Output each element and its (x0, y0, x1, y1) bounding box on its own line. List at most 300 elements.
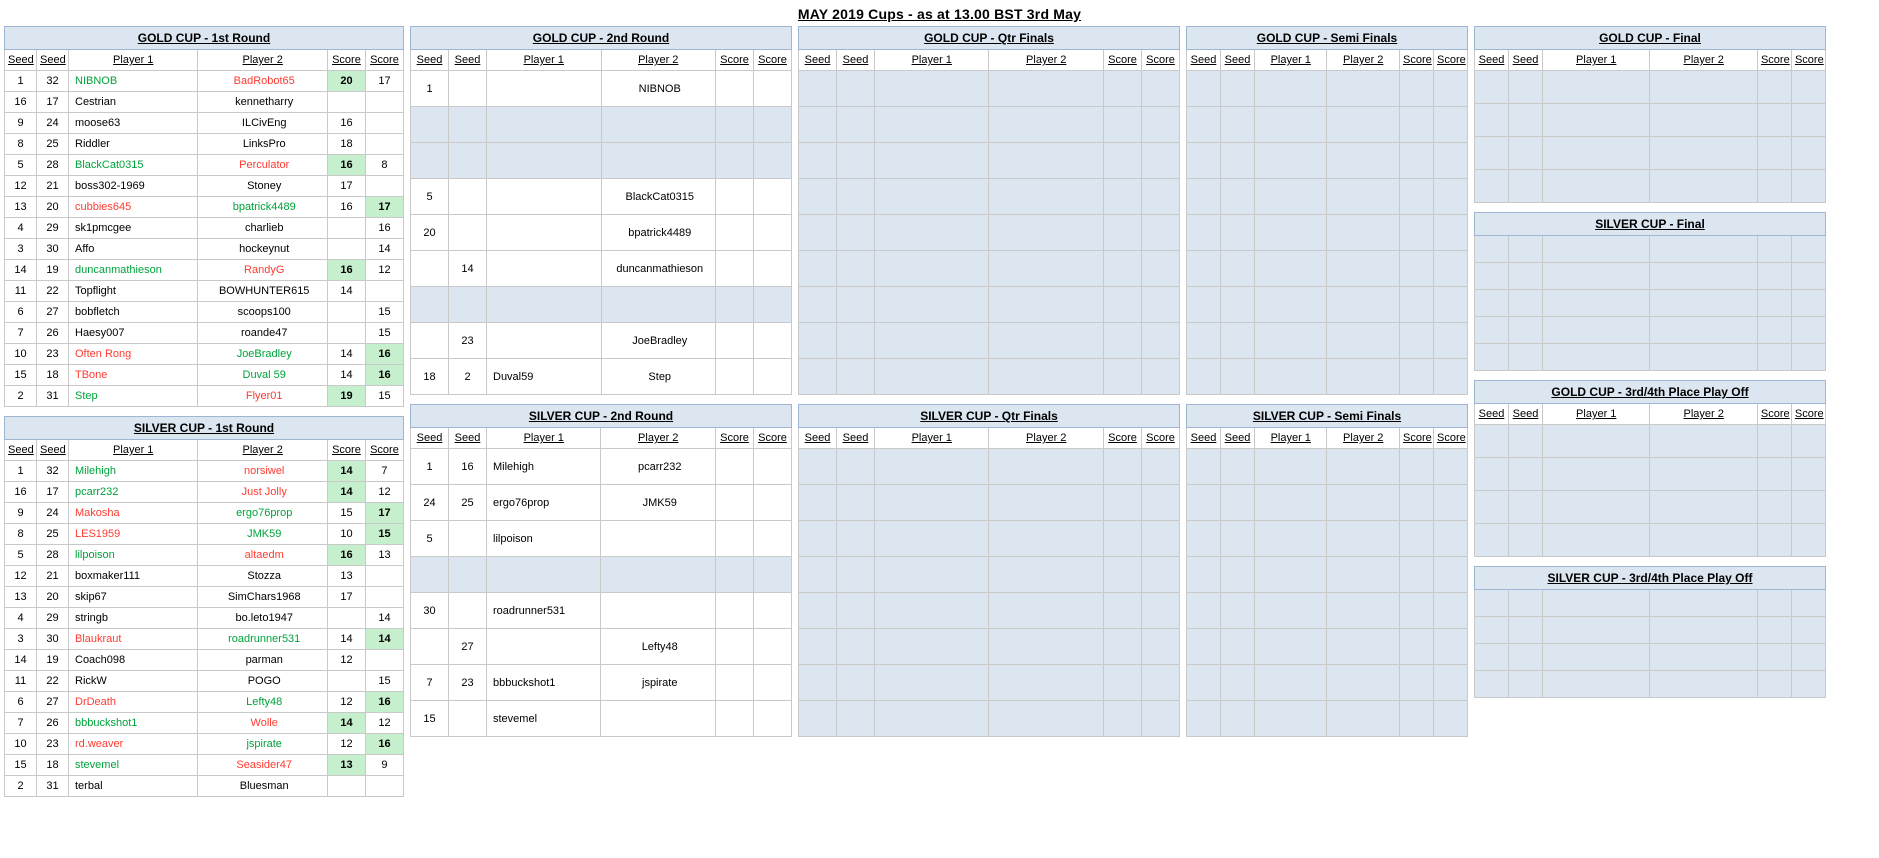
player2-cell (601, 701, 716, 737)
empty-cell (1327, 215, 1400, 251)
table-row[interactable] (1475, 590, 1826, 617)
seed-cell-1: 2 (5, 776, 37, 797)
table-row[interactable] (5, 692, 404, 713)
empty-cell (799, 215, 837, 251)
empty-cell (875, 71, 989, 107)
score1-cell (716, 143, 754, 179)
table-row[interactable] (5, 302, 404, 323)
gold-3rd-title: GOLD CUP - 3rd/4th Place Play Off (1475, 381, 1826, 404)
table-row[interactable] (5, 134, 404, 155)
table-row[interactable] (799, 629, 1180, 665)
gold-round2-body (411, 71, 792, 395)
empty-cell (1327, 323, 1400, 359)
empty-cell (837, 179, 875, 215)
gold-final-title: GOLD CUP - Final (1475, 27, 1826, 50)
empty-cell (1141, 629, 1179, 665)
header-score-2: Score (365, 440, 403, 461)
empty-cell (1187, 215, 1221, 251)
empty-cell (1399, 251, 1433, 287)
header-seed-1: Seed (1475, 404, 1509, 425)
empty-cell (1141, 179, 1179, 215)
empty-cell (1187, 557, 1221, 593)
empty-cell (1475, 617, 1509, 644)
seed-cell-2: 29 (37, 218, 69, 239)
empty-cell (1399, 593, 1433, 629)
player1-cell (487, 251, 602, 287)
player1-cell (487, 323, 602, 359)
table-row[interactable] (411, 215, 792, 251)
empty-cell (1221, 179, 1255, 215)
table-row[interactable] (1475, 344, 1826, 371)
player2-cell: Step (601, 359, 716, 395)
table-row[interactable] (411, 701, 792, 737)
table-row[interactable] (5, 176, 404, 197)
header-seed-1: Seed (1187, 50, 1221, 71)
score2-cell: 12 (365, 713, 403, 734)
seed-cell-2: 21 (37, 566, 69, 587)
header-score-2: Score (1141, 50, 1179, 71)
table-row[interactable] (1187, 251, 1468, 287)
table-row[interactable] (1475, 236, 1826, 263)
table-row[interactable] (799, 701, 1180, 737)
table-row[interactable] (799, 143, 1180, 179)
silver-qtr-body (799, 449, 1180, 737)
seed-cell-2: 32 (37, 71, 69, 92)
empty-cell (875, 143, 989, 179)
empty-cell (1141, 143, 1179, 179)
player2-cell: ILCivEng (198, 113, 327, 134)
gold-semi-body (1187, 71, 1468, 395)
empty-cell (1757, 671, 1791, 698)
score2-cell (753, 485, 791, 521)
table-row[interactable] (799, 359, 1180, 395)
empty-cell (1103, 665, 1141, 701)
empty-cell (1103, 287, 1141, 323)
header-seed-2: Seed (449, 428, 487, 449)
table-row[interactable] (5, 197, 404, 218)
table-row[interactable] (1475, 671, 1826, 698)
player1-cell: bbbuckshot1 (69, 713, 198, 734)
empty-cell (1543, 137, 1650, 170)
silver-round1-column-headers (5, 440, 404, 461)
table-row[interactable] (1187, 287, 1468, 323)
table-row[interactable] (1475, 425, 1826, 458)
table-row[interactable] (411, 71, 792, 107)
table-row[interactable] (5, 524, 404, 545)
empty-cell (1543, 290, 1650, 317)
score2-cell (365, 566, 403, 587)
empty-cell (837, 107, 875, 143)
empty-cell (1221, 629, 1255, 665)
empty-cell (1791, 458, 1825, 491)
table-row[interactable] (411, 665, 792, 701)
score1-cell (327, 239, 365, 260)
table-row[interactable] (1187, 665, 1468, 701)
table-row[interactable] (799, 665, 1180, 701)
table-row[interactable] (5, 545, 404, 566)
seed-cell-2: 14 (449, 251, 487, 287)
empty-cell (799, 287, 837, 323)
table-row[interactable] (411, 359, 792, 395)
score1-cell (716, 251, 754, 287)
player2-cell: parman (198, 650, 327, 671)
empty-cell (1791, 71, 1825, 104)
player1-cell (487, 215, 602, 251)
table-row[interactable] (5, 629, 404, 650)
empty-cell (799, 359, 837, 395)
seed-cell-2: 19 (37, 650, 69, 671)
table-row[interactable] (411, 593, 792, 629)
table-row[interactable] (1475, 170, 1826, 203)
score2-cell (365, 281, 403, 302)
empty-cell (1327, 701, 1400, 737)
empty-cell (1187, 629, 1221, 665)
seed-cell-2: 17 (37, 482, 69, 503)
empty-cell (1399, 629, 1433, 665)
score1-cell (715, 593, 753, 629)
player2-cell: pcarr232 (601, 449, 716, 485)
empty-cell (1543, 425, 1650, 458)
empty-cell (1433, 323, 1467, 359)
gold-semi-header-row (1187, 27, 1468, 50)
score1-cell: 12 (327, 692, 365, 713)
player1-cell (487, 71, 602, 107)
empty-cell (989, 449, 1104, 485)
seed-cell-2 (449, 701, 487, 737)
table-row[interactable] (411, 179, 792, 215)
score2-cell (754, 287, 792, 323)
score1-cell: 16 (327, 197, 365, 218)
table-row[interactable] (1187, 485, 1468, 521)
table-row[interactable] (1475, 317, 1826, 344)
empty-cell (1791, 263, 1825, 290)
seed-cell-2: 30 (37, 629, 69, 650)
table-row[interactable] (799, 215, 1180, 251)
table-row[interactable] (1475, 644, 1826, 671)
empty-cell (799, 593, 837, 629)
empty-cell (1255, 521, 1327, 557)
empty-cell (1399, 665, 1433, 701)
score2-cell (754, 323, 792, 359)
empty-cell (1187, 485, 1221, 521)
seed-cell-1: 9 (5, 113, 37, 134)
header-seed-1: Seed (5, 50, 37, 71)
table-row[interactable] (1187, 593, 1468, 629)
header-seed-1: Seed (799, 50, 837, 71)
table-row[interactable] (799, 449, 1180, 485)
empty-cell (1475, 290, 1509, 317)
table-row[interactable] (5, 671, 404, 692)
empty-cell (875, 485, 989, 521)
empty-cell (1433, 359, 1467, 395)
table-row[interactable] (1187, 107, 1468, 143)
score2-cell: 8 (365, 155, 403, 176)
table-row[interactable] (411, 251, 792, 287)
player2-cell: JMK59 (198, 524, 327, 545)
score1-cell (715, 557, 753, 593)
player1-cell: Coach098 (69, 650, 198, 671)
table-row[interactable] (5, 482, 404, 503)
table-row[interactable] (1187, 521, 1468, 557)
seed-cell-2: 2 (449, 359, 487, 395)
table-row[interactable] (5, 755, 404, 776)
empty-cell (1103, 449, 1141, 485)
table-row[interactable] (5, 281, 404, 302)
table-row[interactable] (5, 239, 404, 260)
table-row[interactable] (5, 113, 404, 134)
empty-cell (875, 521, 989, 557)
player2-cell: Lefty48 (198, 692, 327, 713)
table-row[interactable] (5, 92, 404, 113)
seed-cell-2: 23 (37, 344, 69, 365)
empty-cell (1475, 263, 1509, 290)
gold-round1-header-row (5, 27, 404, 50)
column-quarter-finals (798, 26, 1180, 737)
empty-cell (1543, 71, 1650, 104)
player2-cell: LinksPro (198, 134, 327, 155)
table-row[interactable] (1187, 179, 1468, 215)
empty-cell (1221, 287, 1255, 323)
gold-round1-table (4, 26, 404, 407)
empty-cell (1757, 263, 1791, 290)
player2-cell: Seasider47 (198, 755, 327, 776)
table-row[interactable] (5, 71, 404, 92)
seed-cell-2: 27 (37, 302, 69, 323)
table-row[interactable] (1475, 290, 1826, 317)
empty-cell (1757, 71, 1791, 104)
empty-cell (1543, 317, 1650, 344)
empty-cell (1757, 236, 1791, 263)
empty-cell (1255, 449, 1327, 485)
score1-cell (716, 323, 754, 359)
table-row[interactable] (411, 449, 792, 485)
empty-cell (837, 593, 875, 629)
empty-cell (837, 143, 875, 179)
player1-cell: Often Rong (69, 344, 198, 365)
empty-cell (799, 701, 837, 737)
seed-cell-1: 8 (5, 524, 37, 545)
silver-semi-body (1187, 449, 1468, 737)
table-row[interactable] (799, 71, 1180, 107)
score1-cell (716, 359, 754, 395)
table-row[interactable] (1187, 701, 1468, 737)
empty-cell (1650, 617, 1757, 644)
empty-cell (1509, 317, 1543, 344)
empty-cell (837, 485, 875, 521)
gold-final-table (1474, 26, 1826, 203)
empty-cell (1791, 317, 1825, 344)
empty-cell (1327, 629, 1400, 665)
score1-cell (716, 287, 754, 323)
table-row[interactable] (799, 323, 1180, 359)
score2-cell: 15 (365, 671, 403, 692)
table-row[interactable] (5, 566, 404, 587)
table-row[interactable] (5, 503, 404, 524)
table-row[interactable] (1475, 491, 1826, 524)
table-row[interactable] (5, 365, 404, 386)
table-row[interactable] (1475, 524, 1826, 557)
table-row[interactable] (799, 107, 1180, 143)
header-player-1: Player 1 (1543, 404, 1650, 425)
player2-cell: RandyG (198, 260, 327, 281)
empty-cell (1791, 491, 1825, 524)
header-player-2: Player 2 (989, 428, 1104, 449)
score2-cell: 17 (365, 197, 403, 218)
seed-cell-1: 4 (5, 218, 37, 239)
silver-round2-header-row (411, 405, 792, 428)
table-row[interactable] (411, 107, 792, 143)
player1-cell: lilpoison (487, 521, 601, 557)
score1-cell: 12 (327, 734, 365, 755)
table-row[interactable] (411, 143, 792, 179)
empty-cell (1757, 425, 1791, 458)
score2-cell (754, 143, 792, 179)
table-row[interactable] (799, 593, 1180, 629)
table-row[interactable] (5, 776, 404, 797)
empty-cell (1509, 290, 1543, 317)
table-row[interactable] (1187, 449, 1468, 485)
empty-cell (1255, 215, 1327, 251)
header-seed-1: Seed (1187, 428, 1221, 449)
table-row[interactable] (5, 713, 404, 734)
seed-cell-1 (411, 629, 449, 665)
empty-cell (1103, 323, 1141, 359)
silver-round1-table (4, 416, 404, 797)
header-score-1: Score (1103, 50, 1141, 71)
silver-round2-body (411, 449, 792, 737)
header-player-1: Player 1 (875, 50, 989, 71)
table-row[interactable] (5, 260, 404, 281)
empty-cell (1433, 143, 1467, 179)
header-player-1: Player 1 (487, 50, 602, 71)
empty-cell (1141, 215, 1179, 251)
player1-cell: boxmaker111 (69, 566, 198, 587)
table-row[interactable] (5, 650, 404, 671)
table-row[interactable] (1187, 629, 1468, 665)
empty-cell (1141, 593, 1179, 629)
table-row[interactable] (5, 461, 404, 482)
score2-cell: 15 (365, 386, 403, 407)
score1-cell (716, 107, 754, 143)
table-row[interactable] (1187, 215, 1468, 251)
empty-cell (1650, 71, 1757, 104)
table-row[interactable] (5, 155, 404, 176)
table-row[interactable] (1475, 617, 1826, 644)
empty-cell (1141, 71, 1179, 107)
table-row[interactable] (411, 629, 792, 665)
table-row[interactable] (411, 557, 792, 593)
table-row[interactable] (5, 218, 404, 239)
table-row[interactable] (1187, 359, 1468, 395)
empty-cell (1187, 251, 1221, 287)
table-row[interactable] (1475, 137, 1826, 170)
silver-round2-title: SILVER CUP - 2nd Round (411, 405, 792, 428)
seed-cell-2: 28 (37, 545, 69, 566)
table-row[interactable] (799, 521, 1180, 557)
empty-cell (1141, 557, 1179, 593)
empty-cell (1327, 593, 1400, 629)
table-row[interactable] (799, 179, 1180, 215)
table-row[interactable] (799, 287, 1180, 323)
empty-cell (1187, 449, 1221, 485)
score1-cell: 19 (327, 386, 365, 407)
empty-cell (1141, 359, 1179, 395)
table-row[interactable] (5, 386, 404, 407)
empty-cell (875, 629, 989, 665)
empty-cell (1757, 104, 1791, 137)
seed-cell-2 (449, 287, 487, 323)
seed-cell-1: 11 (5, 671, 37, 692)
table-row[interactable] (799, 557, 1180, 593)
table-row[interactable] (1187, 557, 1468, 593)
gold-qtr-header-row (799, 27, 1180, 50)
silver-round1-header-row (5, 417, 404, 440)
gold-final-column-headers (1475, 50, 1826, 71)
empty-cell (799, 251, 837, 287)
score2-cell (754, 251, 792, 287)
table-row[interactable] (1187, 143, 1468, 179)
player2-cell: kennetharry (198, 92, 327, 113)
empty-cell (1509, 458, 1543, 491)
table-row[interactable] (799, 251, 1180, 287)
seed-cell-1: 13 (5, 587, 37, 608)
table-row[interactable] (5, 587, 404, 608)
empty-cell (1399, 71, 1433, 107)
silver-3rd-title: SILVER CUP - 3rd/4th Place Play Off (1475, 567, 1826, 590)
empty-cell (1791, 137, 1825, 170)
table-row[interactable] (1475, 458, 1826, 491)
table-row[interactable] (411, 323, 792, 359)
player2-cell: bo.leto1947 (198, 608, 327, 629)
seed-cell-2: 18 (37, 755, 69, 776)
empty-cell (1791, 104, 1825, 137)
empty-cell (799, 71, 837, 107)
table-row[interactable] (5, 608, 404, 629)
player1-cell: Cestrian (69, 92, 198, 113)
seed-cell-1: 11 (5, 281, 37, 302)
table-row[interactable] (1475, 263, 1826, 290)
table-row[interactable] (1187, 71, 1468, 107)
table-row[interactable] (1475, 71, 1826, 104)
empty-cell (1509, 104, 1543, 137)
seed-cell-1 (411, 557, 449, 593)
player1-cell: stevemel (69, 755, 198, 776)
table-row[interactable] (1475, 104, 1826, 137)
table-row[interactable] (5, 734, 404, 755)
table-row[interactable] (411, 521, 792, 557)
player1-cell (487, 557, 601, 593)
table-row[interactable] (411, 485, 792, 521)
table-row[interactable] (799, 485, 1180, 521)
table-row[interactable] (411, 287, 792, 323)
player2-cell: JoeBradley (198, 344, 327, 365)
empty-cell (1399, 557, 1433, 593)
empty-cell (837, 215, 875, 251)
score2-cell (365, 113, 403, 134)
empty-cell (799, 179, 837, 215)
empty-cell (1791, 590, 1825, 617)
empty-cell (1433, 485, 1467, 521)
seed-cell-2: 25 (37, 524, 69, 545)
player1-cell: stevemel (487, 701, 601, 737)
empty-cell (1757, 644, 1791, 671)
gold-semi-table (1186, 26, 1468, 395)
table-row[interactable] (5, 344, 404, 365)
table-row[interactable] (1187, 323, 1468, 359)
table-row[interactable] (5, 323, 404, 344)
empty-cell (1475, 644, 1509, 671)
player2-cell: BlackCat0315 (601, 179, 716, 215)
